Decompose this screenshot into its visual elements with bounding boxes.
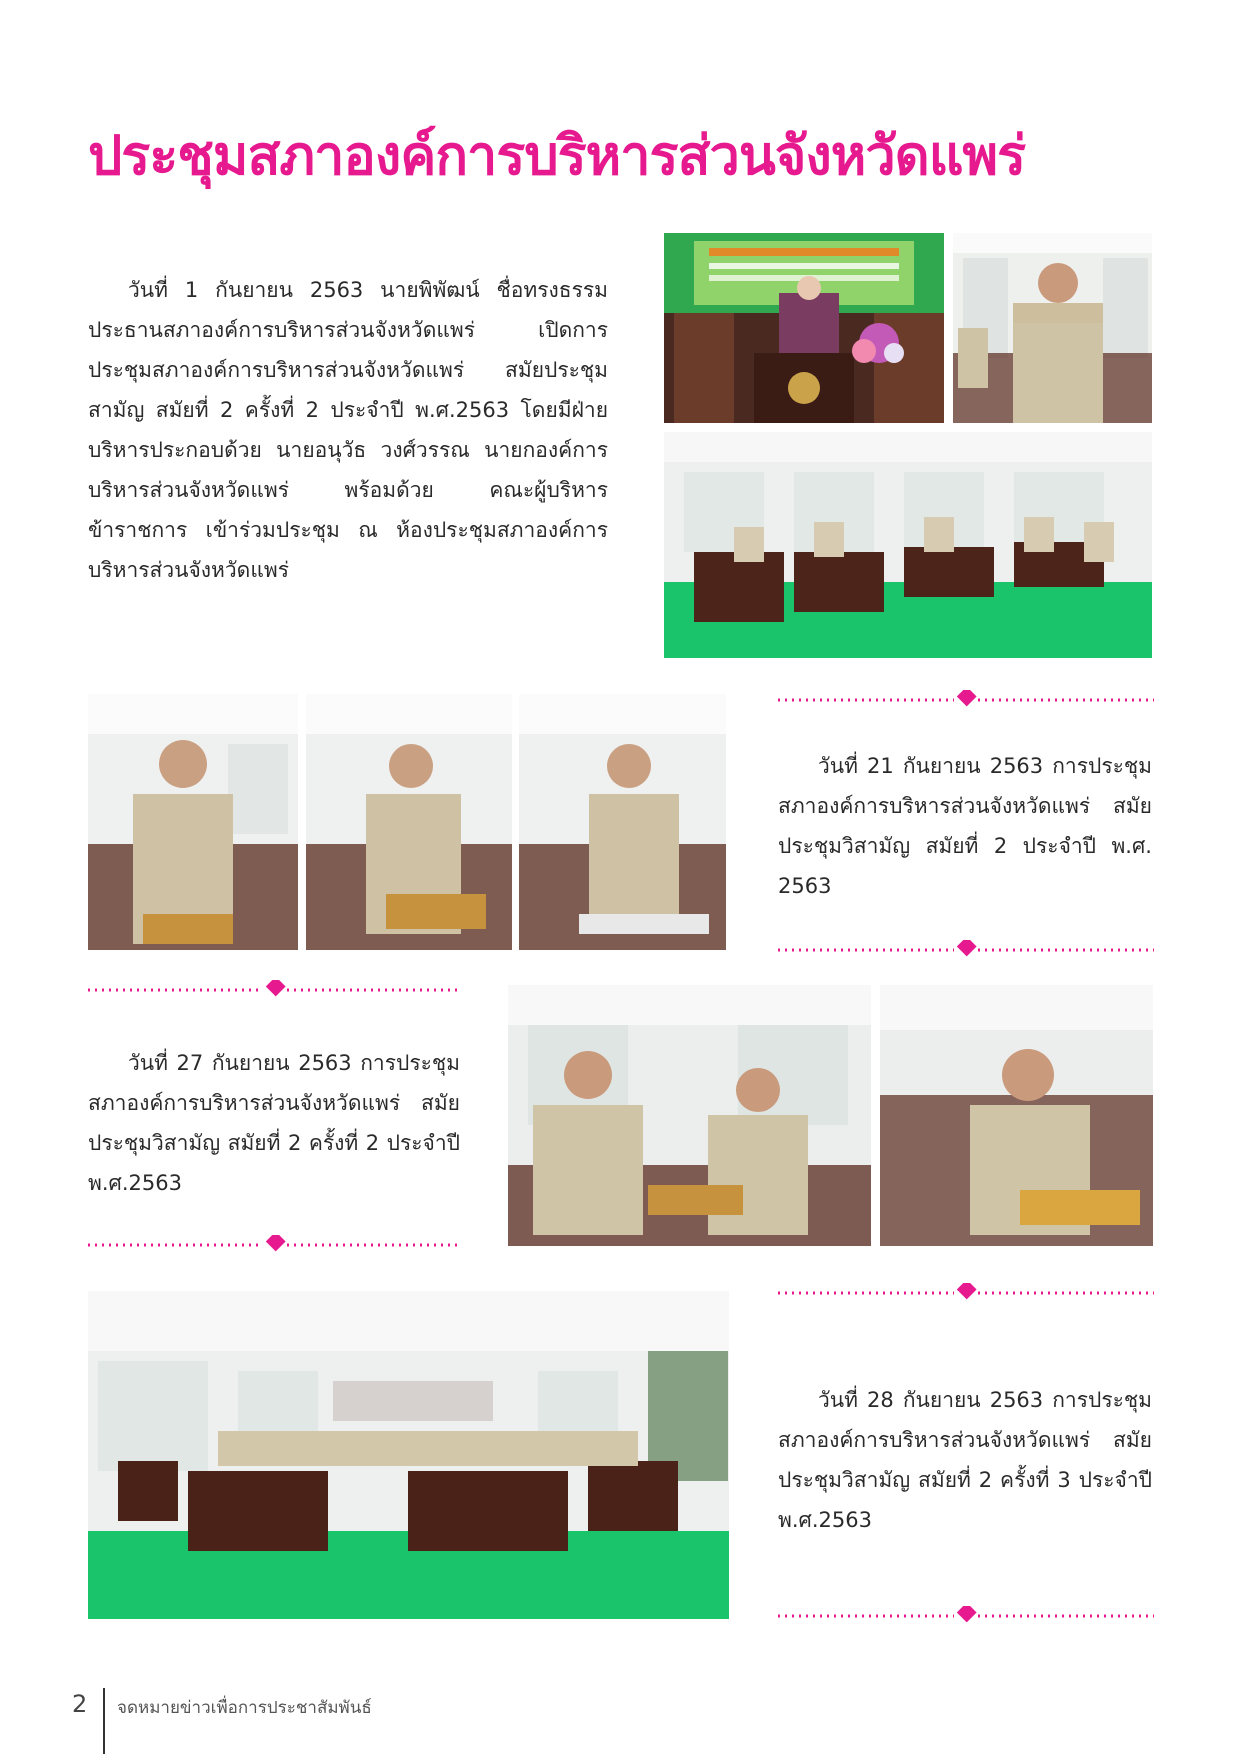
section-3-text: วันที่ 27 กันยายน 2563 การประชุมสภาองค์การบริหารส่วนจังหวัดแพร่ สมัยประชุมวิสามัญ สมัยที่ 2 ครั้งที่ 2 ประจำปี พ.ศ.2563: [88, 1051, 460, 1195]
divider-section-4-top: [778, 1283, 1154, 1303]
photo-member-speaking-1: [88, 694, 298, 950]
divider-section-2-top: [778, 690, 1154, 710]
photo-member-speaking-3: [519, 694, 726, 950]
publication-name: จดหมายข่าวเพื่อการประชาสัมพันธ์: [117, 1698, 372, 1718]
photo-council-chamber-wide: [88, 1291, 729, 1619]
photo-members-seated: [508, 985, 871, 1246]
page-number: 2: [72, 1690, 88, 1718]
divider-section-3-bottom: [88, 1235, 462, 1255]
divider-section-2-bottom: [778, 940, 1154, 960]
divider-section-4-bottom: [778, 1606, 1154, 1626]
photo-speaker-standing: [953, 233, 1152, 423]
section-1-text: วันที่ 1 กันยายน 2563 นายพิพัฒน์ ชื่อทรงธรรม ประธานสภาองค์การบริหารส่วนจังหวัดแพร่ เปิดการประชุมสภาองค์การบริหารส่วนจังหวัดแพร่ สมัยประชุมสามัญ สมัยที่ 2 ครั้งที่ 2 ประจำปี พ.ศ.2563 โดยมีฝ่ายบริหารประกอบด้วย นายอนุวัธ วงศ์วรรณ นายกองค์การบริหารส่วนจังหวัดแพร่ พร้อมด้วย คณะผู้บริหาร ข้าราชการ เข้าร่วมประชุม ณ ห้องประชุมสภาองค์การบริหารส่วนจังหวัดแพร่: [88, 278, 608, 582]
photo-member-nameplate: [880, 985, 1153, 1246]
page-title: ประชุมสภาองค์การบริหารส่วนจังหวัดแพร่: [88, 124, 1026, 187]
section-2-text: วันที่ 21 กันยายน 2563 การประชุมสภาองค์การบริหารส่วนจังหวัดแพร่ สมัยประชุมวิสามัญ สมัยที่ 2 ประจำปี พ.ศ. 2563: [778, 754, 1152, 898]
divider-section-3-top: [88, 980, 462, 1000]
photo-council-vote: [664, 432, 1152, 658]
footer-divider: [103, 1688, 105, 1754]
photo-member-speaking-2: [306, 694, 512, 950]
photo-podium: [664, 233, 944, 423]
section-4-text: วันที่ 28 กันยายน 2563 การประชุมสภาองค์การบริหารส่วนจังหวัดแพร่ สมัยประชุมวิสามัญ สมัยที่ 2 ครั้งที่ 3 ประจำปี พ.ศ.2563: [778, 1388, 1152, 1532]
